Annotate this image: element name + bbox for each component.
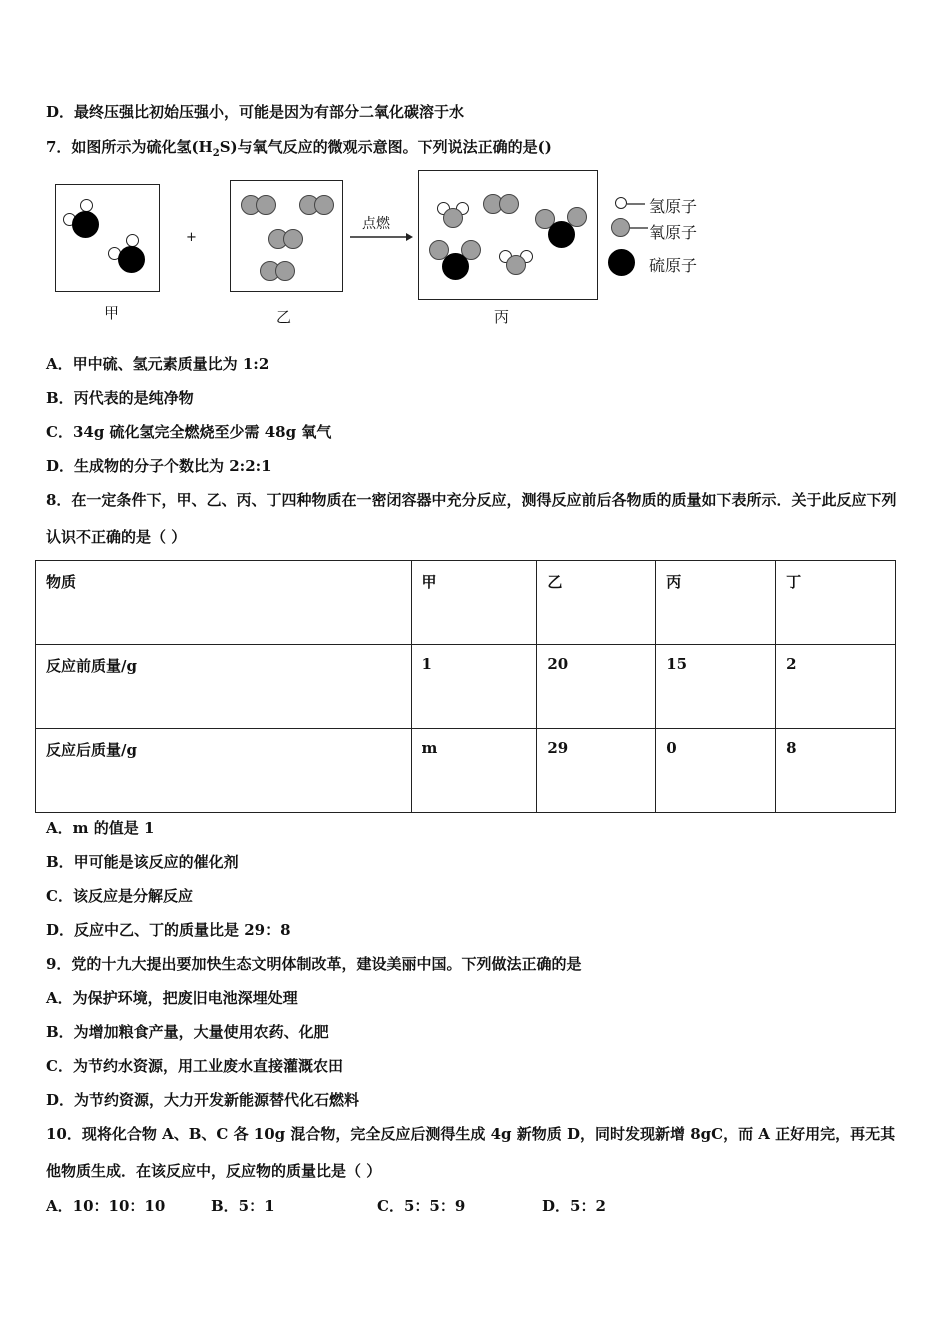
table-cell: 1 bbox=[411, 645, 537, 729]
q9-option-d: D．为节约资源，大力开发新能源替代化石燃料 bbox=[46, 1091, 360, 1109]
legend-sulfur-label: 硫原子 bbox=[649, 256, 698, 275]
table-row bbox=[36, 645, 896, 729]
sulfur-atom bbox=[548, 221, 575, 248]
oxygen-atom bbox=[275, 261, 295, 281]
q7-stem-pre: 7．如图所示为硫化氢(H bbox=[46, 138, 213, 156]
oxygen-atom bbox=[506, 255, 526, 275]
legend-sulfur-icon bbox=[608, 249, 635, 276]
q8-option-a: A．m 的值是 1 bbox=[46, 819, 155, 837]
arrow-label: 点燃 bbox=[362, 216, 390, 232]
legend-hydrogen-label: 氢原子 bbox=[649, 197, 698, 216]
table-cell: 15 bbox=[656, 645, 776, 729]
q10-stem: 10．现将化合物 A、B、C 各 10g 混合物，完全反应后测得生成 4g 新物质 D，同时发现新增 8gC，而 A 正好用完，再无其他物质生成．在该反应中，反应物的质量比是（ ） bbox=[46, 1125, 896, 1180]
sulfur-atom bbox=[442, 253, 469, 280]
label-bing: 丙 bbox=[494, 308, 510, 326]
sulfur-atom bbox=[72, 211, 99, 238]
q8-option-b: B．甲可能是该反应的催化剂 bbox=[46, 853, 239, 871]
table-cell: 2 bbox=[776, 645, 896, 729]
oxygen-atom bbox=[256, 195, 276, 215]
plus-sign: + bbox=[186, 230, 197, 245]
q9-option-a: A．为保护环境，把废旧电池深埋处理 bbox=[46, 989, 298, 1007]
table-cell: 丁 bbox=[776, 561, 896, 645]
table-cell: 反应前质量/g bbox=[36, 645, 412, 729]
table-cell: 29 bbox=[537, 729, 656, 813]
q10-option-b: B．5：1 bbox=[211, 1197, 275, 1215]
legend-line-icon bbox=[630, 226, 650, 230]
oxygen-atom bbox=[499, 194, 519, 214]
q9-option-b: B．为增加粮食产量，大量使用农药、化肥 bbox=[46, 1023, 329, 1041]
table-cell: 8 bbox=[776, 729, 896, 813]
q9-option-c: C．为节约水资源，用工业废水直接灌溉农田 bbox=[46, 1057, 343, 1075]
q9-stem: 9．党的十九大提出要加快生态文明体制改革，建设美丽中国。下列做法正确的是 bbox=[46, 955, 582, 973]
box-jia bbox=[55, 184, 160, 292]
table-cell: 反应后质量/g bbox=[36, 729, 412, 813]
q8-option-c: C．该反应是分解反应 bbox=[46, 887, 193, 905]
table-cell: 甲 bbox=[411, 561, 537, 645]
q10-option-c: C．5：5：9 bbox=[377, 1197, 466, 1215]
q6-option-d: D．最终压强比初始压强小，可能是因为有部分二氧化碳溶于水 bbox=[46, 103, 465, 121]
table-cell: 乙 bbox=[537, 561, 656, 645]
table-cell: m bbox=[411, 729, 537, 813]
q7-option-c: C．34g 硫化氢完全燃烧至少需 48g 氧气 bbox=[46, 423, 332, 441]
sulfur-atom bbox=[118, 246, 145, 273]
arrow-icon bbox=[348, 230, 414, 244]
table-cell: 20 bbox=[537, 645, 656, 729]
table-header-row bbox=[36, 561, 896, 645]
label-yi: 乙 bbox=[276, 308, 292, 326]
q7-stem-subscript: 2 bbox=[212, 148, 220, 159]
q7-option-b: B．丙代表的是纯净物 bbox=[46, 389, 194, 407]
q7-option-d: D．生成物的分子个数比为 2:2:1 bbox=[46, 457, 272, 475]
q7-stem bbox=[46, 137, 552, 164]
box-bing bbox=[418, 170, 598, 300]
table-cell: 物质 bbox=[36, 561, 412, 645]
table-cell: 丙 bbox=[656, 561, 776, 645]
table-cell: 0 bbox=[656, 729, 776, 813]
q8-table bbox=[35, 560, 896, 813]
legend-hydrogen-icon bbox=[615, 197, 627, 209]
q7-option-a: A．甲中硫、氢元素质量比为 1:2 bbox=[46, 355, 270, 373]
table-row bbox=[36, 729, 896, 813]
label-jia: 甲 bbox=[104, 304, 120, 322]
oxygen-atom bbox=[283, 229, 303, 249]
q10-option-d: D．5：2 bbox=[542, 1197, 606, 1215]
legend-line-icon bbox=[627, 202, 647, 206]
oxygen-atom bbox=[314, 195, 334, 215]
q8-option-d: D．反应中乙、丁的质量比是 29：8 bbox=[46, 921, 291, 939]
oxygen-atom bbox=[443, 208, 463, 228]
box-yi bbox=[230, 180, 343, 292]
q7-stem-post: S)与氧气反应的微观示意图。下列说法正确的是() bbox=[219, 138, 552, 156]
legend-oxygen-icon bbox=[611, 218, 630, 237]
q10-option-a: A．10：10：10 bbox=[46, 1197, 166, 1215]
legend-oxygen-label: 氧原子 bbox=[649, 223, 698, 242]
q8-stem: 8．在一定条件下，甲、乙、丙、丁四种物质在一密闭容器中充分反应，测得反应前后各物质的质量如下表所示．关于此反应下列认识不正确的是（ ） bbox=[46, 491, 897, 546]
